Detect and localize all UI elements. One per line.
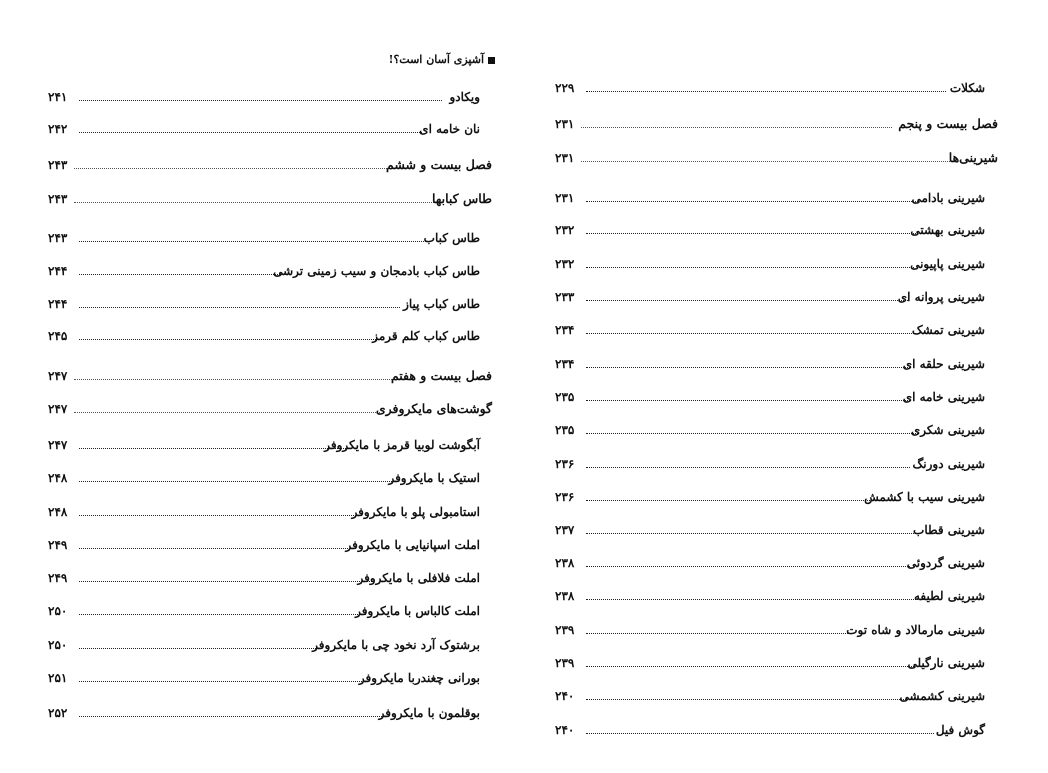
page-number: ۲۳۵ <box>555 390 575 404</box>
page-number: ۲۳۲ <box>555 223 575 237</box>
page-number: ۲۵۱ <box>48 671 68 685</box>
dot-leader <box>586 666 914 667</box>
entry-title: طاس کباب پیاز <box>403 297 480 311</box>
page-number: ۲۳۱ <box>555 191 575 205</box>
toc-entry[interactable] <box>48 87 498 107</box>
entry-title: ویکادو <box>449 90 480 104</box>
toc-entry[interactable] <box>555 254 988 274</box>
entry-title: شیرینی کشمشی <box>899 689 985 703</box>
dot-leader <box>586 267 914 268</box>
page-number: ۲۳۶ <box>555 457 575 471</box>
entry-title: بوقلمون با مایکروفر <box>378 706 480 720</box>
dot-leader <box>79 339 380 340</box>
page-number: ۲۴۰ <box>555 723 575 737</box>
page-number: ۲۳۸ <box>555 589 575 603</box>
toc-entry[interactable] <box>555 487 988 507</box>
dot-leader <box>586 500 880 501</box>
toc-entry[interactable] <box>555 454 988 474</box>
entry-title: شیرینی گردوئی <box>906 556 985 570</box>
entry-title: طاس کبابها <box>432 191 492 206</box>
page-number: ۲۴۲ <box>48 122 68 136</box>
toc-entry[interactable] <box>48 703 498 723</box>
entry-title: آبگوشت لوبیا قرمز با مایکروفر <box>324 438 480 452</box>
entry-title: شیرینی دورنگ <box>912 457 985 471</box>
toc-entry[interactable] <box>48 119 498 139</box>
page-number: ۲۵۲ <box>48 706 68 720</box>
toc-entry[interactable] <box>555 553 988 573</box>
page-number: ۲۲۹ <box>555 81 575 95</box>
entry-title: فصل بیست و هفتم <box>390 368 492 383</box>
page-number: ۲۴۹ <box>48 538 68 552</box>
dot-leader <box>79 548 356 549</box>
dot-leader <box>79 581 372 582</box>
dot-leader <box>586 400 910 401</box>
page-number: ۲۴۹ <box>48 571 68 585</box>
page-number: ۲۴۵ <box>48 329 68 343</box>
toc-entry[interactable] <box>555 148 998 168</box>
dot-leader <box>79 307 400 308</box>
page-number: ۲۴۸ <box>48 471 68 485</box>
entry-title: شیرینی سیب با کشمش <box>864 490 985 504</box>
entry-title: شیرینی حلقه ای <box>902 357 985 371</box>
entry-title: گوشت‌های مایکروفری <box>375 401 492 416</box>
page-number: ۲۳۹ <box>555 623 575 637</box>
page-number: ۲۳۲ <box>555 257 575 271</box>
toc-entry[interactable] <box>48 601 498 621</box>
entry-title: طاس کباب بادمجان و سیب زمینی ترشی <box>273 264 480 278</box>
dot-leader <box>74 379 394 380</box>
dot-leader <box>586 566 910 567</box>
toc-entry[interactable] <box>48 635 498 655</box>
entry-title: املت اسپانیایی با مایکروفر <box>345 538 480 552</box>
dot-leader <box>586 91 946 92</box>
page-number: ۲۴۳ <box>48 158 68 172</box>
entry-title: بورانی چغندربا مایکروفر <box>358 671 480 685</box>
dot-leader <box>586 699 914 700</box>
page-number: ۲۳۱ <box>555 151 575 165</box>
page-number: ۲۴۷ <box>48 402 68 416</box>
dot-leader <box>79 481 398 482</box>
entry-title: نان خامه ای <box>419 122 480 136</box>
square-bullet-icon <box>488 57 495 64</box>
toc-entry[interactable] <box>48 326 498 346</box>
dot-leader <box>79 648 318 649</box>
dot-leader <box>586 533 920 534</box>
page-number: ۲۴۷ <box>48 438 68 452</box>
page-number: ۲۴۴ <box>48 264 68 278</box>
toc-entry[interactable] <box>48 668 498 688</box>
page-number: ۲۴۳ <box>48 192 68 206</box>
toc-entry[interactable] <box>48 399 498 419</box>
entry-title: شکلات <box>949 81 985 95</box>
entry-title: استامبولی پلو با مایکروفر <box>351 505 480 519</box>
entry-title: شیرینی بادامی <box>911 191 985 205</box>
toc-entry[interactable] <box>48 435 498 455</box>
entry-title: شیرینی خامه ای <box>902 390 985 404</box>
entry-title: شیرینی تمشک <box>911 323 985 337</box>
dot-leader <box>586 733 934 734</box>
toc-entry[interactable] <box>48 189 498 209</box>
dot-leader <box>79 241 428 242</box>
entry-title: شیرینی پروانه ای <box>897 290 985 304</box>
toc-entry[interactable] <box>555 220 988 240</box>
running-header <box>380 50 495 70</box>
page-number: ۲۳۱ <box>555 117 575 131</box>
dot-leader <box>79 515 362 516</box>
dot-leader <box>586 433 918 434</box>
page-number: ۲۴۳ <box>48 231 68 245</box>
page-number: ۲۵۰ <box>48 604 68 618</box>
toc-entry[interactable] <box>555 354 988 374</box>
entry-title: طاس کباب <box>423 231 480 245</box>
toc-entry[interactable] <box>555 287 988 307</box>
toc-entry[interactable] <box>555 114 998 134</box>
dot-leader <box>586 367 910 368</box>
toc-entry[interactable] <box>555 620 988 640</box>
toc-entry[interactable] <box>48 468 498 488</box>
page-number: ۲۳۵ <box>555 423 575 437</box>
entry-title: طاس کباب کلم قرمز <box>372 329 480 343</box>
toc-entry[interactable] <box>555 586 988 606</box>
dot-leader <box>586 233 918 234</box>
entry-title: استیک با مایکروفر <box>388 471 480 485</box>
dot-leader <box>79 716 384 717</box>
book-title: آشپزی آسان است؟! <box>388 53 484 66</box>
page-number: ۲۴۸ <box>48 505 68 519</box>
entry-title: شیرینی شکری <box>910 423 985 437</box>
page-number: ۲۳۳ <box>555 290 575 304</box>
page-number: ۲۴۰ <box>555 689 575 703</box>
dot-leader <box>79 681 362 682</box>
dot-leader <box>74 168 395 169</box>
page-number: ۲۳۴ <box>555 323 575 337</box>
entry-title: شیرینی مارمالاد و شاه توت <box>846 623 985 637</box>
dot-leader <box>79 614 366 615</box>
page-number: ۲۳۸ <box>555 556 575 570</box>
toc-entry[interactable] <box>48 261 498 281</box>
toc-entry[interactable] <box>555 320 988 340</box>
entry-title: فصل بیست و ششم <box>386 157 492 172</box>
toc-entry[interactable] <box>555 387 988 407</box>
page-number: ۲۳۶ <box>555 490 575 504</box>
entry-title: فصل بیست و پنجم <box>898 116 998 131</box>
entry-title: شیرینی پاپیونی <box>910 257 985 271</box>
dot-leader <box>79 448 348 449</box>
page-number: ۲۳۷ <box>555 523 575 537</box>
page-number: ۲۴۷ <box>48 369 68 383</box>
toc-entry[interactable] <box>48 535 498 555</box>
page-number: ۲۵۰ <box>48 638 68 652</box>
dot-leader <box>79 132 422 133</box>
entry-title: املت فلافلی با مایکروفر <box>357 571 480 585</box>
toc-entry[interactable] <box>555 653 988 673</box>
page-number: ۲۴۱ <box>48 90 68 104</box>
toc-entry[interactable] <box>555 686 988 706</box>
page-number: ۲۴۴ <box>48 297 68 311</box>
dot-leader <box>74 202 436 203</box>
dot-leader <box>581 127 892 128</box>
toc-entry[interactable] <box>48 502 498 522</box>
entry-title: املت کالباس با مایکروفر <box>355 604 480 618</box>
entry-title: شیرینی نارگیلی <box>907 656 985 670</box>
dot-leader <box>586 633 854 634</box>
dot-leader <box>586 201 918 202</box>
toc-entry[interactable] <box>48 155 498 175</box>
entry-title: برشتوک آرد نخود چی با مایکروفر <box>312 638 480 652</box>
entry-title: شیرینی قطاب <box>913 523 985 537</box>
dot-leader <box>586 467 910 468</box>
dot-leader <box>581 161 952 162</box>
dot-leader <box>586 333 916 334</box>
toc-entry[interactable] <box>555 520 988 540</box>
toc-entry[interactable] <box>555 420 988 440</box>
toc-entry[interactable] <box>48 294 498 314</box>
toc-entry[interactable] <box>555 720 988 740</box>
toc-entry[interactable] <box>555 188 988 208</box>
dot-leader <box>79 274 288 275</box>
dot-leader <box>74 412 380 413</box>
entry-title: شیرینی لطیفه <box>913 589 985 603</box>
entry-title: شیرینی‌ها <box>948 150 998 165</box>
dot-leader <box>586 300 908 301</box>
toc-entry[interactable] <box>48 568 498 588</box>
page-number: ۲۳۹ <box>555 656 575 670</box>
dot-leader <box>79 100 442 101</box>
toc-entry[interactable] <box>48 366 498 386</box>
dot-leader <box>586 599 922 600</box>
entry-title: گوش فیل <box>935 723 985 737</box>
toc-entry[interactable] <box>555 78 988 98</box>
toc-entry[interactable] <box>48 228 498 248</box>
page-number: ۲۳۴ <box>555 357 575 371</box>
entry-title: شیرینی بهشتی <box>910 223 985 237</box>
